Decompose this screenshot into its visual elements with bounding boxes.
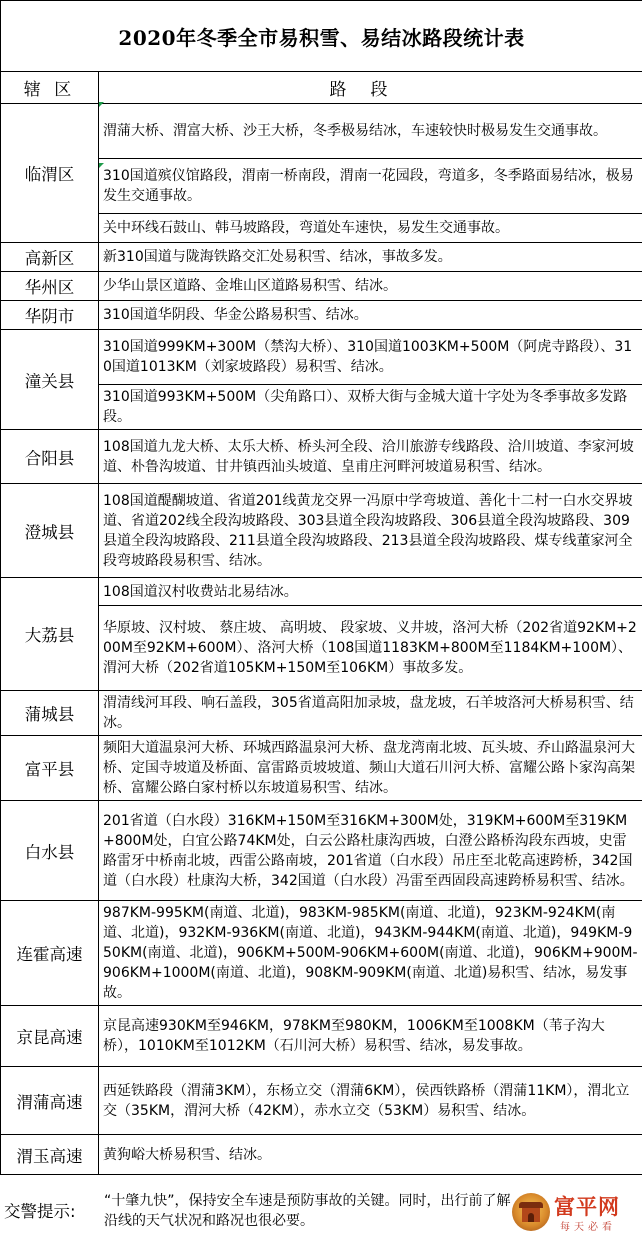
table-row <box>1 901 642 1006</box>
table-row <box>1 578 642 606</box>
segment-cell: 京昆高速930KM至946KM，978KM至980KM，1006KM至1008KM（苇子沟大桥），1010KM至1012KM（石川河大桥）易积雪、结冰，易发事故。 <box>99 1006 642 1067</box>
segment-cell: 108国道九龙大桥、太乐大桥、桥头河全段、洽川旅游专线路段、洽川坡道、李家河坡道、朴鲁沟坡道、甘井镇西汕头坡道、皇甫庄河畔河坡道易积雪、结冰。 <box>99 430 642 484</box>
table-row <box>1 736 642 801</box>
district-cell: 连霍高速 <box>1 901 99 1006</box>
segment-cell: 108国道醍醐坡道、省道201线黄龙交界一冯原中学弯坡道、善化十二村一白水交界坡道、省道202线全段沟坡路段、303县道全段沟坡路段、306县道全段沟坡路段、309县道全段沟坡路段、211县道全段沟坡路段、213县道全段沟坡路段、煤专线董家河全段弯坡路段易积雪、结冰。 <box>99 484 642 578</box>
segment-cell: 310国道华阴段、华金公路易积雪、结冰。 <box>99 301 642 330</box>
segment-cell: 频阳大道温泉河大桥、环城西路温泉河大桥、盘龙湾南北坡、瓦头坡、乔山路温泉河大桥、定国寺坡道及桥面、富雷路贡坡坡道、频山大道石川河大桥、富耀公路卜家沟高架桥、富耀公路白家村桥以东坡道易积雪、结冰。 <box>99 736 642 801</box>
segment-cell: 310国道殡仪馆路段，渭南一桥南段，渭南一花园段，弯道多，冬季路面易结冰，极易发生交通事故。 <box>99 159 642 214</box>
district-cell: 富平县 <box>1 736 99 801</box>
district-cell: 合阳县 <box>1 430 99 484</box>
segment-cell: 987KM-995KM(南道、北道)，983KM-985KM(南道、北道)，923KM-924KM(南道、北道)，932KM-936KM(南道、北道)，943KM-944KM(南道、北道)，949KM-950KM(南道、北道)，906KM+500M-906KM+600M(南道、北道)，906KM+900M-906KM+1000M(南道、北道)，908KM-909KM(南道、北道)易积雪、结冰，易发事故。 <box>99 901 642 1006</box>
district-cell: 华阴市 <box>1 301 99 330</box>
district-cell: 高新区 <box>1 243 99 272</box>
table-row <box>1 801 642 901</box>
segment-cell: 黄狗峪大桥易积雪、结冰。 <box>99 1135 642 1175</box>
segment-cell: 310国道993KM+500M（尖角路口）、双桥大街与金城大道十字处为冬季事故多发路段。 <box>99 385 642 430</box>
segment-cell: 西延铁路段（渭蒲3KM），东杨立交（渭蒲6KM），侯西铁路桥（渭蒲11KM），渭北立交（35KM，渭河大桥（42KM），赤水立交（53KM）易积雪、结冰。 <box>99 1067 642 1135</box>
district-cell: 蒲城县 <box>1 691 99 736</box>
table-row <box>1 1067 642 1135</box>
table-row <box>1 1006 642 1067</box>
segment-cell: 渭清线河耳段、响石盖段，305省道高阳加录坡，盘龙坡，石羊坡洛河大桥易积雪、结冰。 <box>99 691 642 736</box>
tip-text: “十肇九快”，保持安全车速是预防事故的关键。同时，出行前了解沿线的天气状况和路况也很必要。 <box>104 1193 511 1229</box>
district-cell: 渭蒲高速 <box>1 1067 99 1135</box>
table-row <box>1 330 642 385</box>
table-row <box>1 301 642 330</box>
header-district: 辖 区 <box>1 72 99 104</box>
segment-cell: 少华山景区道路、金堆山区道路易积雪、结冰。 <box>99 272 642 301</box>
segment-cell: 201省道（白水段）316KM+150M至316KM+300M处，319KM+600M至319KM+800M处，白宜公路74KM处，白云公路杜康沟西坡，白澄公路桥沟段东西坡，史雷路雷牙中桥南北坡，西雷公路南坡，201省道（白水段）吊庄至北乾高速跨桥，342国道（白水段）杜康沟大桥，342国道（白水段）冯雷至西固段高速跨桥易积雪、结冰。 <box>99 801 642 901</box>
district-cell: 潼关县 <box>1 330 99 430</box>
header-segment: 路段 <box>99 72 642 104</box>
table-row <box>1 272 642 301</box>
segment-cell: 华原坡、汉村坡、 蔡庄坡、 高明坡、 段家坡、义井坡，洛河大桥（202省道92KM+200M至92KM+600M）、洛河大桥（108国道1183KM+800M至1184KM+100M）、渭河大桥（202省道105KM+150M至106KM）事故多发。 <box>99 606 642 691</box>
site-logo[interactable] <box>508 1190 642 1234</box>
tip-label: 交警提示: <box>4 1202 76 1221</box>
logo-slogan: 每天必看 <box>560 1222 616 1233</box>
district-cell: 华州区 <box>1 272 99 301</box>
table-row <box>1 243 642 272</box>
segment-cell: 108国道汉村收费站北易结冰。 <box>99 578 642 606</box>
table-row <box>1 104 642 159</box>
table-title: 2020年冬季全市易积雪、易结冰路段统计表 <box>1 1 642 72</box>
district-cell: 临渭区 <box>1 104 99 243</box>
segment-cell: 310国道999KM+300M（禁沟大桥）、310国道1003KM+500M（阿虎寺路段）、310国道1013KM（刘家坡路段）易积雪、结冰。 <box>99 330 642 385</box>
table-row <box>1 430 642 484</box>
segment-cell: 关中环线石鼓山、韩马坡路段，弯道处车速快，易发生交通事故。 <box>99 214 642 243</box>
cell-marker-icon <box>99 163 104 168</box>
title-row <box>1 1 642 72</box>
table-row <box>1 484 642 578</box>
logo-name: 富平网 <box>554 1195 620 1219</box>
header-row <box>1 72 642 104</box>
table-row <box>1 691 642 736</box>
district-cell: 大荔县 <box>1 578 99 691</box>
district-cell: 渭玉高速 <box>1 1135 99 1175</box>
cell-marker-icon <box>99 102 104 107</box>
segment-cell: 新310国道与陇海铁路交汇处易积雪、结冰，事故多发。 <box>99 243 642 272</box>
pavilion-icon <box>512 1193 550 1231</box>
table-row <box>1 1135 642 1175</box>
district-cell: 白水县 <box>1 801 99 901</box>
district-cell: 京昆高速 <box>1 1006 99 1067</box>
district-cell: 澄城县 <box>1 484 99 578</box>
segment-cell: 渭蒲大桥、渭富大桥、沙王大桥，冬季极易结冰，车速较快时极易发生交通事故。 <box>99 104 642 159</box>
